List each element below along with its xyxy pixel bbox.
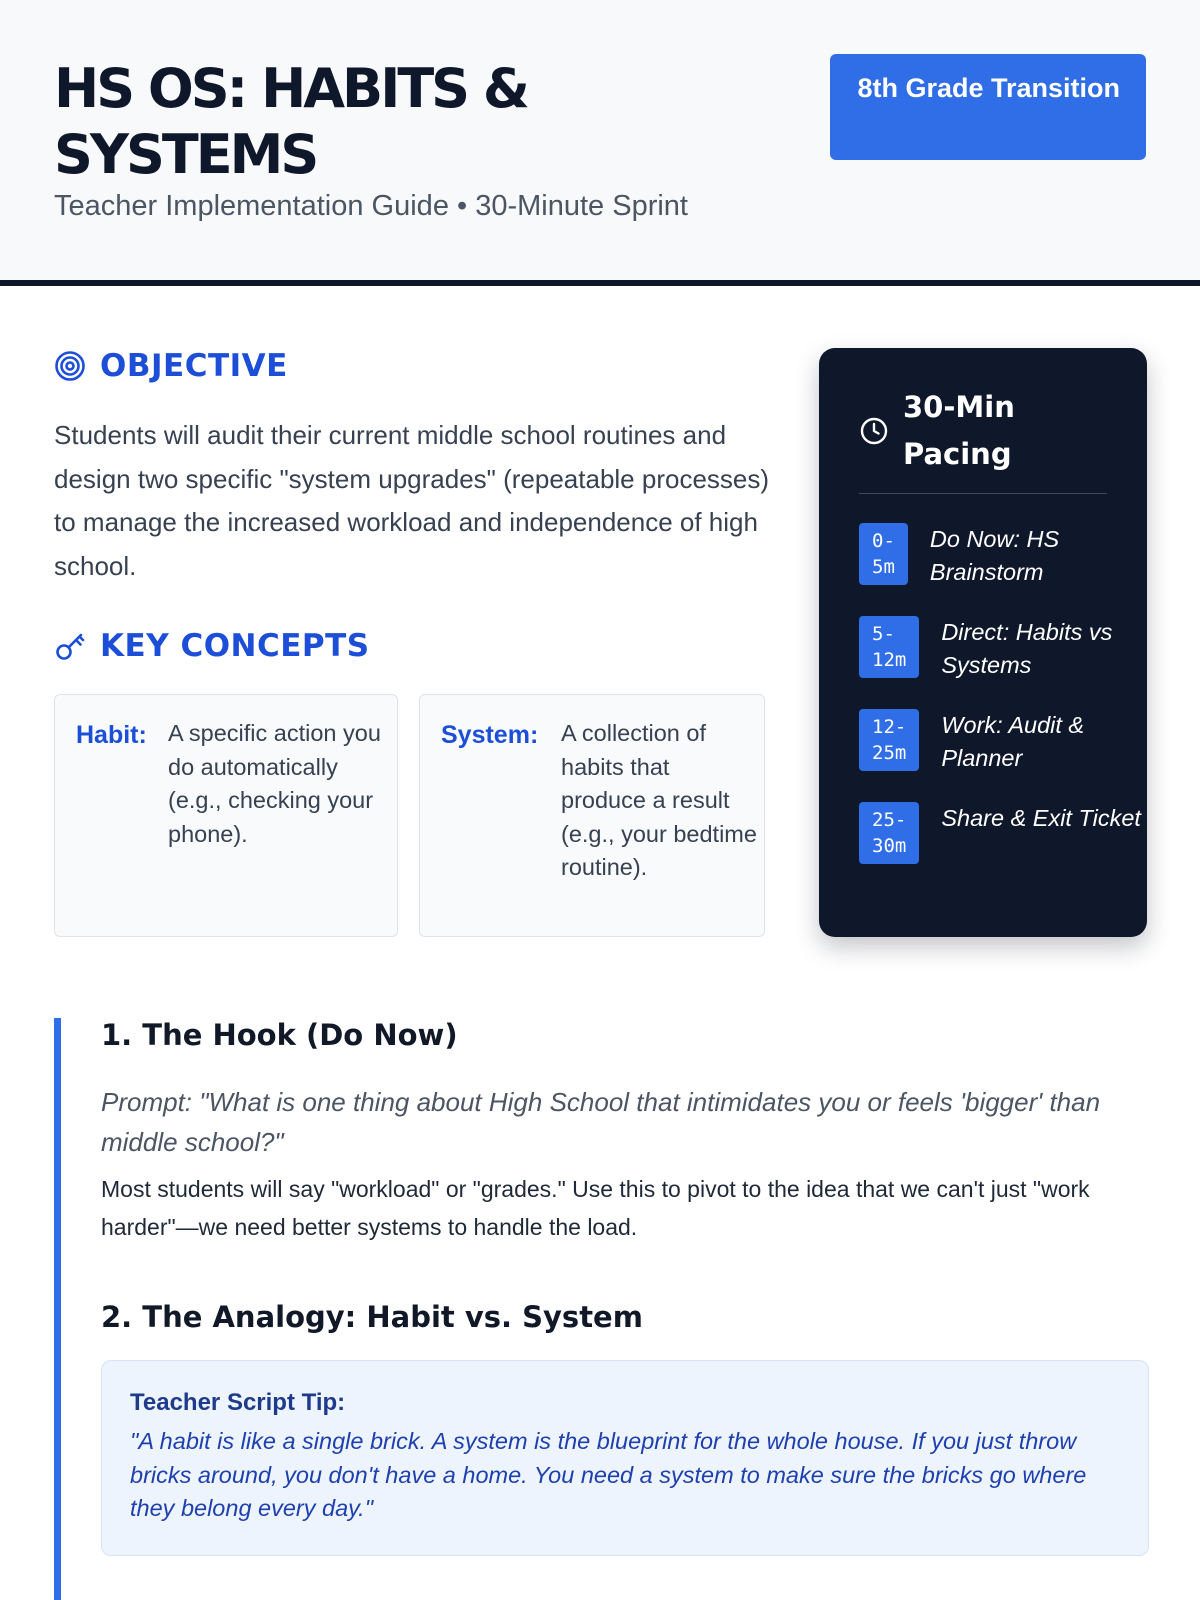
pacing-divider [859, 493, 1107, 494]
pacing-item-label: Work: Audit & Planner [941, 712, 1085, 771]
lesson-steps [54, 1018, 1148, 1600]
key-icon [54, 630, 86, 662]
analogy-title: 2. The Analogy: Habit vs. System [101, 1300, 643, 1334]
concept-definition: A specific action you do automatically (e.g., checking your phone). [168, 720, 381, 847]
hook-prompt: Prompt: "What is one thing about High School that intimidates you or feels 'bigger' than middle school?" [101, 1087, 1101, 1157]
tip-label: Teacher Script Tip: [130, 1389, 346, 1416]
concept-definition: A collection of habits that produce a result (e.g., your bedtime routine). [561, 720, 757, 880]
pacing-heading [859, 384, 1107, 478]
pacing-item [859, 709, 1147, 775]
pacing-panel [819, 348, 1147, 937]
key-concepts-heading-label: KEY CONCEPTS [100, 628, 370, 664]
key-concepts-heading [54, 628, 370, 664]
objective-heading-label: OBJECTIVE [100, 348, 288, 384]
clock-icon [859, 416, 889, 446]
pacing-heading-label: 30-Min Pacing [903, 390, 1015, 471]
concept-card-system [419, 694, 765, 937]
concept-card-habit [54, 694, 398, 937]
pacing-item-label: Direct: Habits vs Systems [941, 619, 1113, 678]
pacing-time-badge: 25- 30m [859, 802, 919, 864]
concept-term: System: [441, 721, 539, 749]
pacing-item-label: Do Now: HS Brainstorm [929, 526, 1060, 585]
grade-badge: 8th Grade Transition [830, 54, 1146, 160]
page-subtitle: Teacher Implementation Guide • 30-Minute Sprint [54, 190, 688, 222]
pacing-item [859, 523, 1147, 589]
concept-term: Habit: [76, 721, 147, 749]
page-title: HS OS: HABITS & SYSTEMS [54, 57, 527, 186]
hook-text: Most students will say "workload" or "grades." Use this to pivot to the idea that we can't just "work harder"—we need better systems to handle the load. [101, 1176, 1090, 1240]
page-header [0, 0, 1200, 286]
pacing-item [859, 616, 1147, 682]
objective-heading [54, 348, 288, 384]
hook-title: 1. The Hook (Do Now) [101, 1018, 458, 1052]
pacing-item [859, 802, 1141, 864]
pacing-time-badge: 5- 12m [859, 616, 919, 678]
tip-text: "A habit is like a single brick. A system is the blueprint for the whole house. If you just throw bricks around, you don't have a home. You need a system to make sure the bricks go where they belong every day." [130, 1428, 1087, 1521]
objective-text: Students will audit their current middle school routines and design two specific "system upgrades" (repeatable processes) to manage the increased workload and independence of high school. [54, 420, 770, 581]
pacing-item-label: Share & Exit Ticket [941, 805, 1141, 831]
teacher-tip-box [101, 1360, 1149, 1556]
pacing-time-badge: 12- 25m [859, 709, 919, 771]
pacing-time-badge: 0- 5m [859, 523, 908, 585]
target-icon [54, 350, 86, 382]
